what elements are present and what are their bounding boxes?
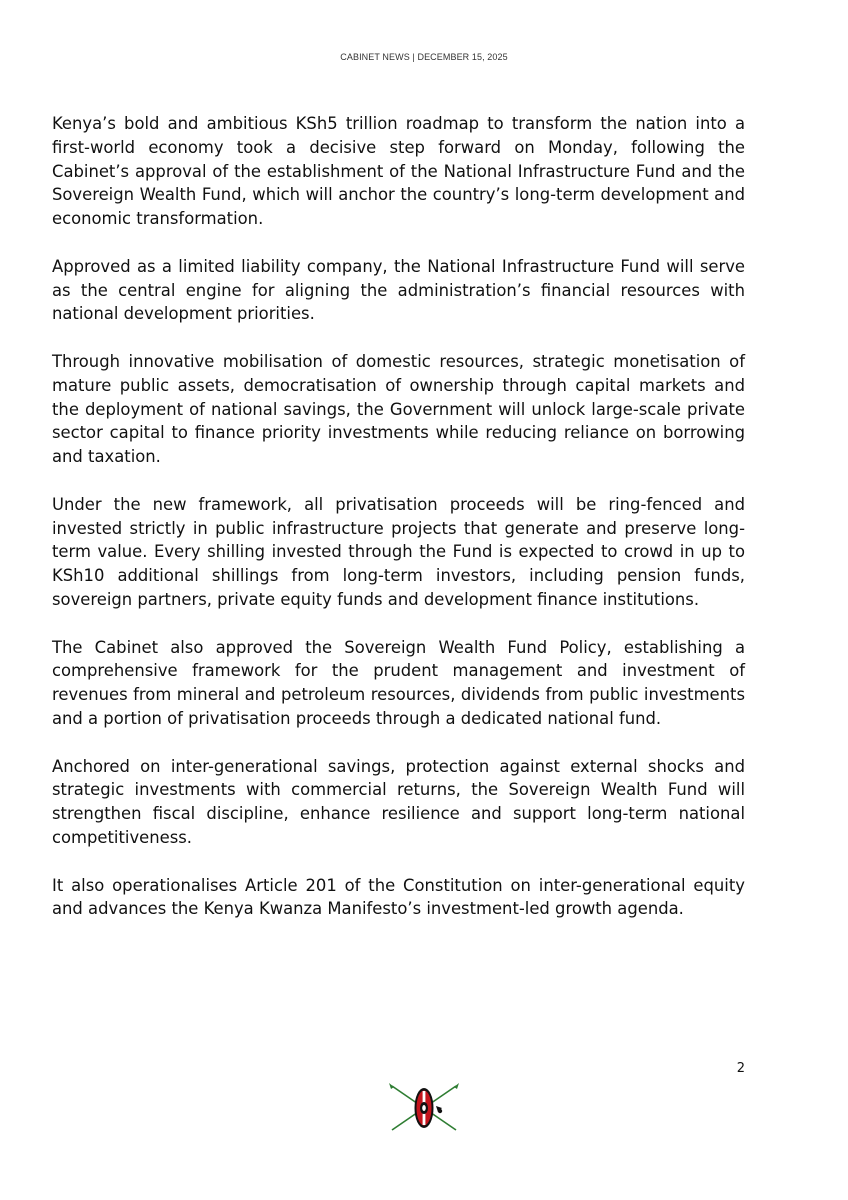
article-body	[52, 112, 745, 945]
paragraph: Approved as a limited liability company, the National Infrastructure Fund will serve as the central engine for aligning the administration’s financial resources with national development priorities.	[52, 256, 745, 324]
paragraph: It also operationalises Article 201 of the Constitution on inter-generational equity and advances the Kenya Kwanza Manifesto’s investment-led growth agenda.	[52, 875, 745, 919]
kenya-shield-spears-icon	[386, 1082, 462, 1134]
paragraph: Kenya’s bold and ambitious KSh5 trillion roadmap to transform the nation into a first-world economy took a decisive step forward on Monday, following the Cabinet’s approval of the establishment of the National Infrastructure Fund and the Sovereign Wealth Fund, which will anchor the country’s long-term development and economic transformation.	[52, 114, 745, 229]
paragraph: Through innovative mobilisation of domestic resources, strategic monetisation of mature public assets, democratisation of ownership through capital markets and the deployment of national savings, the Government will unlock large-scale private sector capital to finance priority investments while reducing reliance on borrowing and taxation.	[52, 351, 745, 467]
page-header: CABINET NEWS | DECEMBER 15, 2025	[340, 52, 508, 62]
paragraph: Anchored on inter-generational savings, protection against external shocks and strategic investments with commercial returns, the Sovereign Wealth Fund will strengthen fiscal discipline, enhance resilience and support long-term national competitiveness.	[52, 756, 745, 847]
paragraph: The Cabinet also approved the Sovereign Wealth Fund Policy, establishing a comprehensive framework for the prudent management and investment of revenues from mineral and petroleum resources, dividends from public investments and a portion of privatisation proceeds through a dedicated national fund.	[52, 637, 745, 728]
page-number: 2	[736, 1061, 745, 1076]
paragraph: Under the new framework, all privatisation proceeds will be ring-fenced and invested strictly in public infrastructure projects that generate and preserve long-term value. Every shilling invested through the Fund is expected to crowd in up to KSh10 additional shillings from long-term investors, including pension funds, sovereign partners, private equity funds and development finance institutions.	[52, 494, 745, 609]
